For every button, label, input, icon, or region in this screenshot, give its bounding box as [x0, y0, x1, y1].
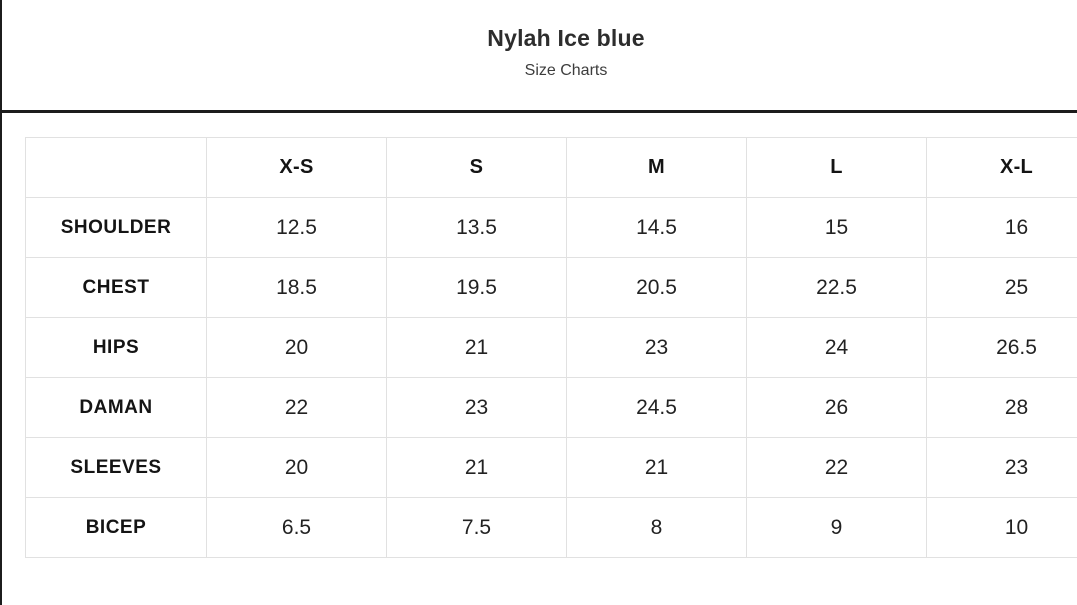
- page-title: Nylah Ice blue: [487, 25, 645, 51]
- size-chart-header: [0, 0, 1077, 80]
- cell-chest-xl: 25: [927, 258, 1077, 318]
- row-label-hips: HIPS: [26, 318, 207, 378]
- column-header-xl: X-L: [927, 138, 1077, 198]
- cell-sleeves-xs: 20: [207, 438, 387, 498]
- cell-shoulder-xl: 16: [927, 198, 1077, 258]
- cell-chest-s: 19.5: [387, 258, 567, 318]
- cell-daman-l: 26: [747, 378, 927, 438]
- table-row-daman: [26, 378, 1077, 438]
- row-label-bicep: BICEP: [26, 498, 207, 558]
- page-subtitle: Size Charts: [524, 62, 608, 79]
- table-row-shoulder: [26, 198, 1077, 258]
- cell-daman-s: 23: [387, 378, 567, 438]
- row-label-chest: CHEST: [26, 258, 207, 318]
- cell-daman-m: 24.5: [567, 378, 747, 438]
- cell-chest-xs: 18.5: [207, 258, 387, 318]
- table-row-hips: [26, 318, 1077, 378]
- cell-chest-m: 20.5: [567, 258, 747, 318]
- column-header-l: L: [747, 138, 927, 198]
- cell-sleeves-l: 22: [747, 438, 927, 498]
- cell-bicep-s: 7.5: [387, 498, 567, 558]
- size-chart-table: [25, 137, 1077, 558]
- row-label-daman: DAMAN: [26, 378, 207, 438]
- cell-shoulder-m: 14.5: [567, 198, 747, 258]
- cell-daman-xl: 28: [927, 378, 1077, 438]
- row-label-sleeves: SLEEVES: [26, 438, 207, 498]
- cell-hips-m: 23: [567, 318, 747, 378]
- cell-shoulder-s: 13.5: [387, 198, 567, 258]
- header-divider-line: [0, 110, 1077, 113]
- cell-bicep-m: 8: [567, 498, 747, 558]
- cell-bicep-l: 9: [747, 498, 927, 558]
- table-row-bicep: [26, 498, 1077, 558]
- cell-bicep-xl: 10: [927, 498, 1077, 558]
- cell-shoulder-xs: 12.5: [207, 198, 387, 258]
- table-row-sleeves: [26, 438, 1077, 498]
- table-row-chest: [26, 258, 1077, 318]
- column-header-s: S: [387, 138, 567, 198]
- cell-daman-xs: 22: [207, 378, 387, 438]
- cell-hips-l: 24: [747, 318, 927, 378]
- cell-sleeves-s: 21: [387, 438, 567, 498]
- cell-chest-l: 22.5: [747, 258, 927, 318]
- table-header-row: [26, 138, 1077, 198]
- cell-hips-s: 21: [387, 318, 567, 378]
- cell-hips-xl: 26.5: [927, 318, 1077, 378]
- corner-cell: [26, 138, 207, 198]
- cell-sleeves-xl: 23: [927, 438, 1077, 498]
- column-header-xs: X-S: [207, 138, 387, 198]
- cell-shoulder-l: 15: [747, 198, 927, 258]
- cell-hips-xs: 20: [207, 318, 387, 378]
- column-header-m: M: [567, 138, 747, 198]
- cell-sleeves-m: 21: [567, 438, 747, 498]
- row-label-shoulder: SHOULDER: [26, 198, 207, 258]
- left-frame-border: [0, 0, 2, 605]
- cell-bicep-xs: 6.5: [207, 498, 387, 558]
- size-chart-container: [25, 137, 1077, 558]
